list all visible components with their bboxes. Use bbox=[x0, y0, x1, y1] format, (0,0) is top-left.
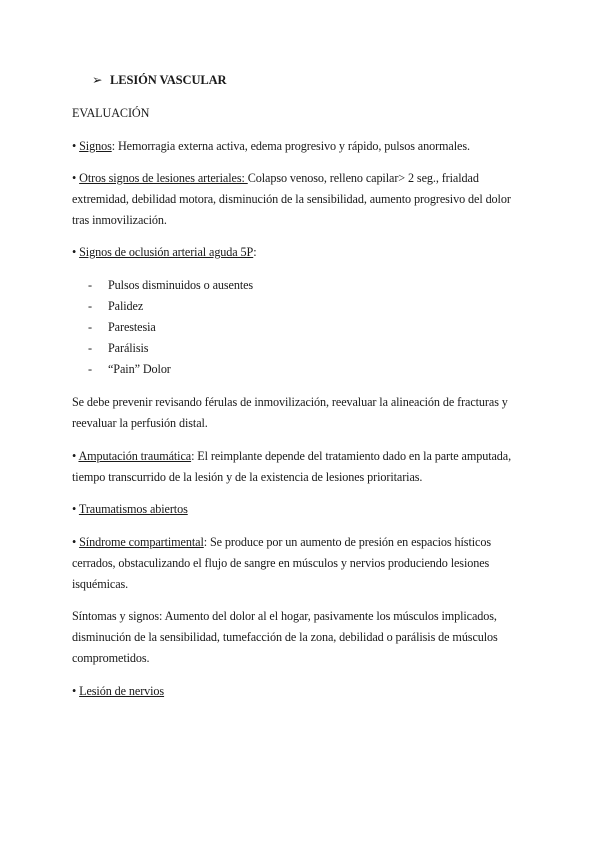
otros-signos-label: Otros signos de lesiones arteriales: bbox=[79, 171, 248, 185]
dash-bullet: - bbox=[88, 320, 92, 334]
list-item bbox=[88, 275, 253, 296]
bullet: • bbox=[72, 449, 77, 463]
traumatismos-label: Traumatismos abiertos bbox=[78, 502, 188, 516]
signos-label: Signos bbox=[79, 139, 112, 153]
bullet: • bbox=[72, 171, 77, 185]
list-item-text: Parálisis bbox=[108, 341, 149, 355]
compartimental-label: Síndrome compartimental bbox=[79, 535, 204, 549]
amputacion-label: Amputación traumática bbox=[78, 449, 192, 463]
bullet: • bbox=[72, 139, 77, 153]
bullet: • bbox=[72, 535, 77, 549]
evaluation-subtitle: EVALUACIÓN bbox=[72, 106, 150, 120]
amputacion-text: : El reimplante depende del tratamiento dado en la parte amputada, tiempo transcurrido de la lesión y de la existencia de lesiones prioritarias. bbox=[72, 449, 512, 484]
list-item-text: “Pain” Dolor bbox=[108, 362, 171, 376]
prevention-paragraph: Se debe prevenir revisando férulas de inmovilización, reevaluar la alineación de fracturas y reevaluar la perfusión distal. bbox=[72, 395, 508, 430]
arrow-bullet-icon: ➢ bbox=[92, 73, 103, 87]
list-item-text: Parestesia bbox=[108, 320, 156, 334]
nervios-paragraph bbox=[72, 681, 528, 702]
list-item bbox=[88, 317, 253, 338]
list-item bbox=[88, 338, 253, 359]
dash-bullet: - bbox=[88, 341, 92, 355]
compartimental-paragraph bbox=[72, 532, 528, 595]
list-item bbox=[88, 359, 253, 380]
bullet: • bbox=[72, 245, 77, 259]
list-item-text: Palidez bbox=[108, 299, 144, 313]
list-item-text: Pulsos disminuidos o ausentes bbox=[108, 278, 254, 292]
otros-signos-text: Colapso venoso, relleno capilar> 2 seg., frialdad extremidad, debilidad motora, disminución de la sensibilidad, aumento progresivo del dolor tras inmovilización. bbox=[72, 171, 511, 227]
five-p-list bbox=[88, 275, 253, 380]
sintomas-paragraph: Síntomas y signos: Aumento del dolor al el hogar, pasivamente los músculos implicados, disminución de la sensibilidad, tumefacción de la zona, debilidad o parálisis de músculos comprometidos. bbox=[72, 609, 498, 665]
amputacion-paragraph bbox=[72, 446, 528, 488]
section-title: LESIÓN VASCULAR bbox=[110, 73, 227, 87]
dash-bullet: - bbox=[88, 299, 92, 313]
bullet: • bbox=[72, 502, 77, 516]
otros-signos-paragraph bbox=[72, 168, 528, 231]
nervios-label: Lesión de nervios bbox=[79, 684, 165, 698]
dash-bullet: - bbox=[88, 278, 92, 292]
section-heading bbox=[92, 70, 226, 90]
oclusion-text: : bbox=[253, 245, 257, 259]
dash-bullet: - bbox=[88, 362, 92, 376]
traumatismos-paragraph bbox=[72, 499, 528, 520]
compartimental-text: : Se produce por un aumento de presión en espacios hísticos cerrados, obstaculizando el flujo de sangre en músculos y nervios produciendo lesiones isquémicas. bbox=[72, 535, 491, 591]
oclusion-label: Signos de oclusión arterial aguda 5P bbox=[79, 245, 254, 259]
list-item bbox=[88, 296, 253, 317]
bullet: • bbox=[72, 684, 77, 698]
signos-paragraph bbox=[72, 136, 528, 157]
oclusion-paragraph bbox=[72, 242, 528, 263]
signos-text: : Hemorragia externa activa, edema progresivo y rápido, pulsos anormales. bbox=[111, 139, 470, 153]
